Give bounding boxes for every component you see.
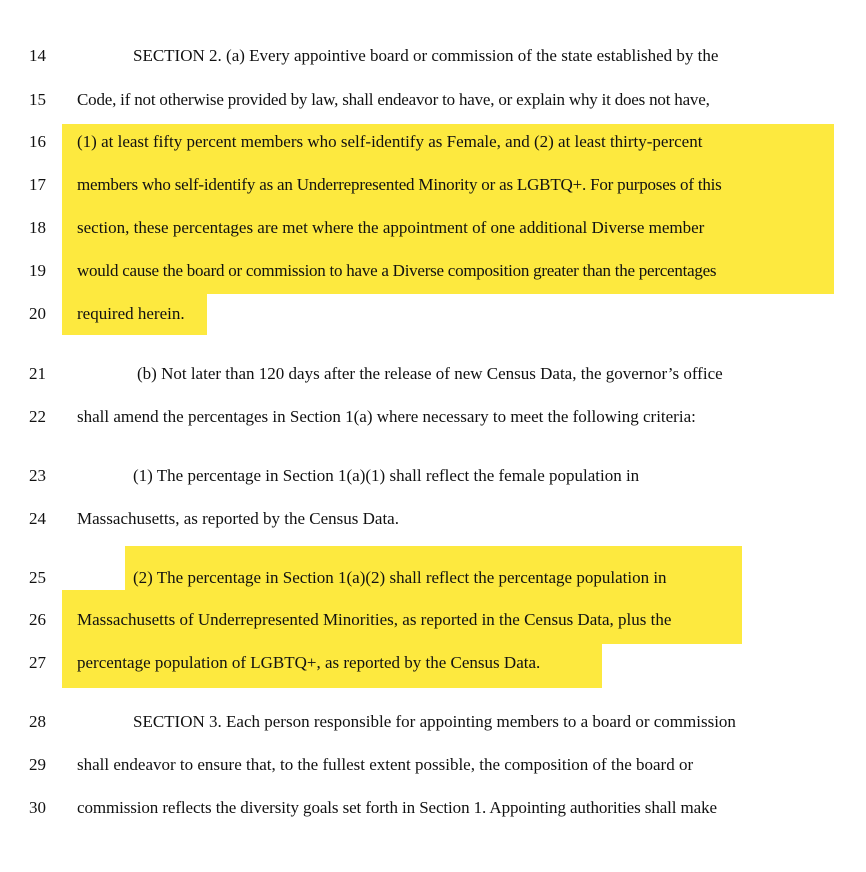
line-text: SECTION 2. (a) Every appointive board or commission of the state established by the xyxy=(133,46,719,65)
line-text: commission reflects the diversity goals set forth in Section 1. Appointing authorities shall make xyxy=(77,798,717,817)
document-line xyxy=(0,256,866,286)
document-line xyxy=(0,605,866,635)
document-line xyxy=(0,170,866,200)
line-text: required herein. xyxy=(77,304,185,323)
document-line xyxy=(0,563,866,593)
line-text: Massachusetts of Underrepresented Minorities, as reported in the Census Data, plus the xyxy=(77,610,672,629)
line-text: (1) at least fifty percent members who self-identify as Female, and (2) at least thirty-percent xyxy=(77,132,703,151)
line-number: 28 xyxy=(29,712,46,731)
document-line xyxy=(0,213,866,243)
line-number: 25 xyxy=(29,568,46,587)
document-line xyxy=(0,750,866,780)
line-number: 21 xyxy=(29,364,46,383)
line-number: 26 xyxy=(29,610,46,629)
line-number: 15 xyxy=(29,90,46,109)
line-text: section, these percentages are met where the appointment of one additional Diverse member xyxy=(77,218,705,237)
line-number: 27 xyxy=(29,653,46,672)
line-text: shall endeavor to ensure that, to the fullest extent possible, the composition of the board or xyxy=(77,755,694,774)
line-text: members who self-identify as an Underrepresented Minority or as LGBTQ+. For purposes of this xyxy=(77,175,722,194)
line-number: 17 xyxy=(29,175,46,194)
line-number: 20 xyxy=(29,304,46,323)
line-text: (1) The percentage in Section 1(a)(1) shall reflect the female population in xyxy=(133,466,640,485)
document-line xyxy=(0,402,866,432)
line-text: shall amend the percentages in Section 1(a) where necessary to meet the following criteria: xyxy=(77,407,696,426)
line-text: Code, if not otherwise provided by law, shall endeavor to have, or explain why it does not have, xyxy=(77,90,710,109)
document-line xyxy=(0,41,866,71)
line-number: 16 xyxy=(29,132,46,151)
line-text: SECTION 3. Each person responsible for appointing members to a board or commission xyxy=(133,712,736,731)
line-number: 29 xyxy=(29,755,46,774)
document-line xyxy=(0,793,866,823)
line-number: 22 xyxy=(29,407,46,426)
line-number: 30 xyxy=(29,798,46,817)
document-line xyxy=(0,359,866,389)
line-text: (2) The percentage in Section 1(a)(2) shall reflect the percentage population in xyxy=(133,568,667,587)
line-text: percentage population of LGBTQ+, as reported by the Census Data. xyxy=(77,653,541,672)
line-number: 19 xyxy=(29,261,46,280)
document-line xyxy=(0,504,866,534)
line-number: 18 xyxy=(29,218,46,237)
line-number: 23 xyxy=(29,466,46,485)
document-line xyxy=(0,648,866,678)
line-text: Massachusetts, as reported by the Census Data. xyxy=(77,509,399,528)
line-text: (b) Not later than 120 days after the release of new Census Data, the governor’s office xyxy=(137,364,723,383)
document-line xyxy=(0,85,866,115)
line-number: 14 xyxy=(29,46,46,65)
document-line xyxy=(0,299,866,329)
document-line xyxy=(0,127,866,157)
document-line xyxy=(0,707,866,737)
line-number: 24 xyxy=(29,509,46,528)
line-text: would cause the board or commission to have a Diverse composition greater than the percentages xyxy=(77,261,717,280)
document-line xyxy=(0,461,866,491)
